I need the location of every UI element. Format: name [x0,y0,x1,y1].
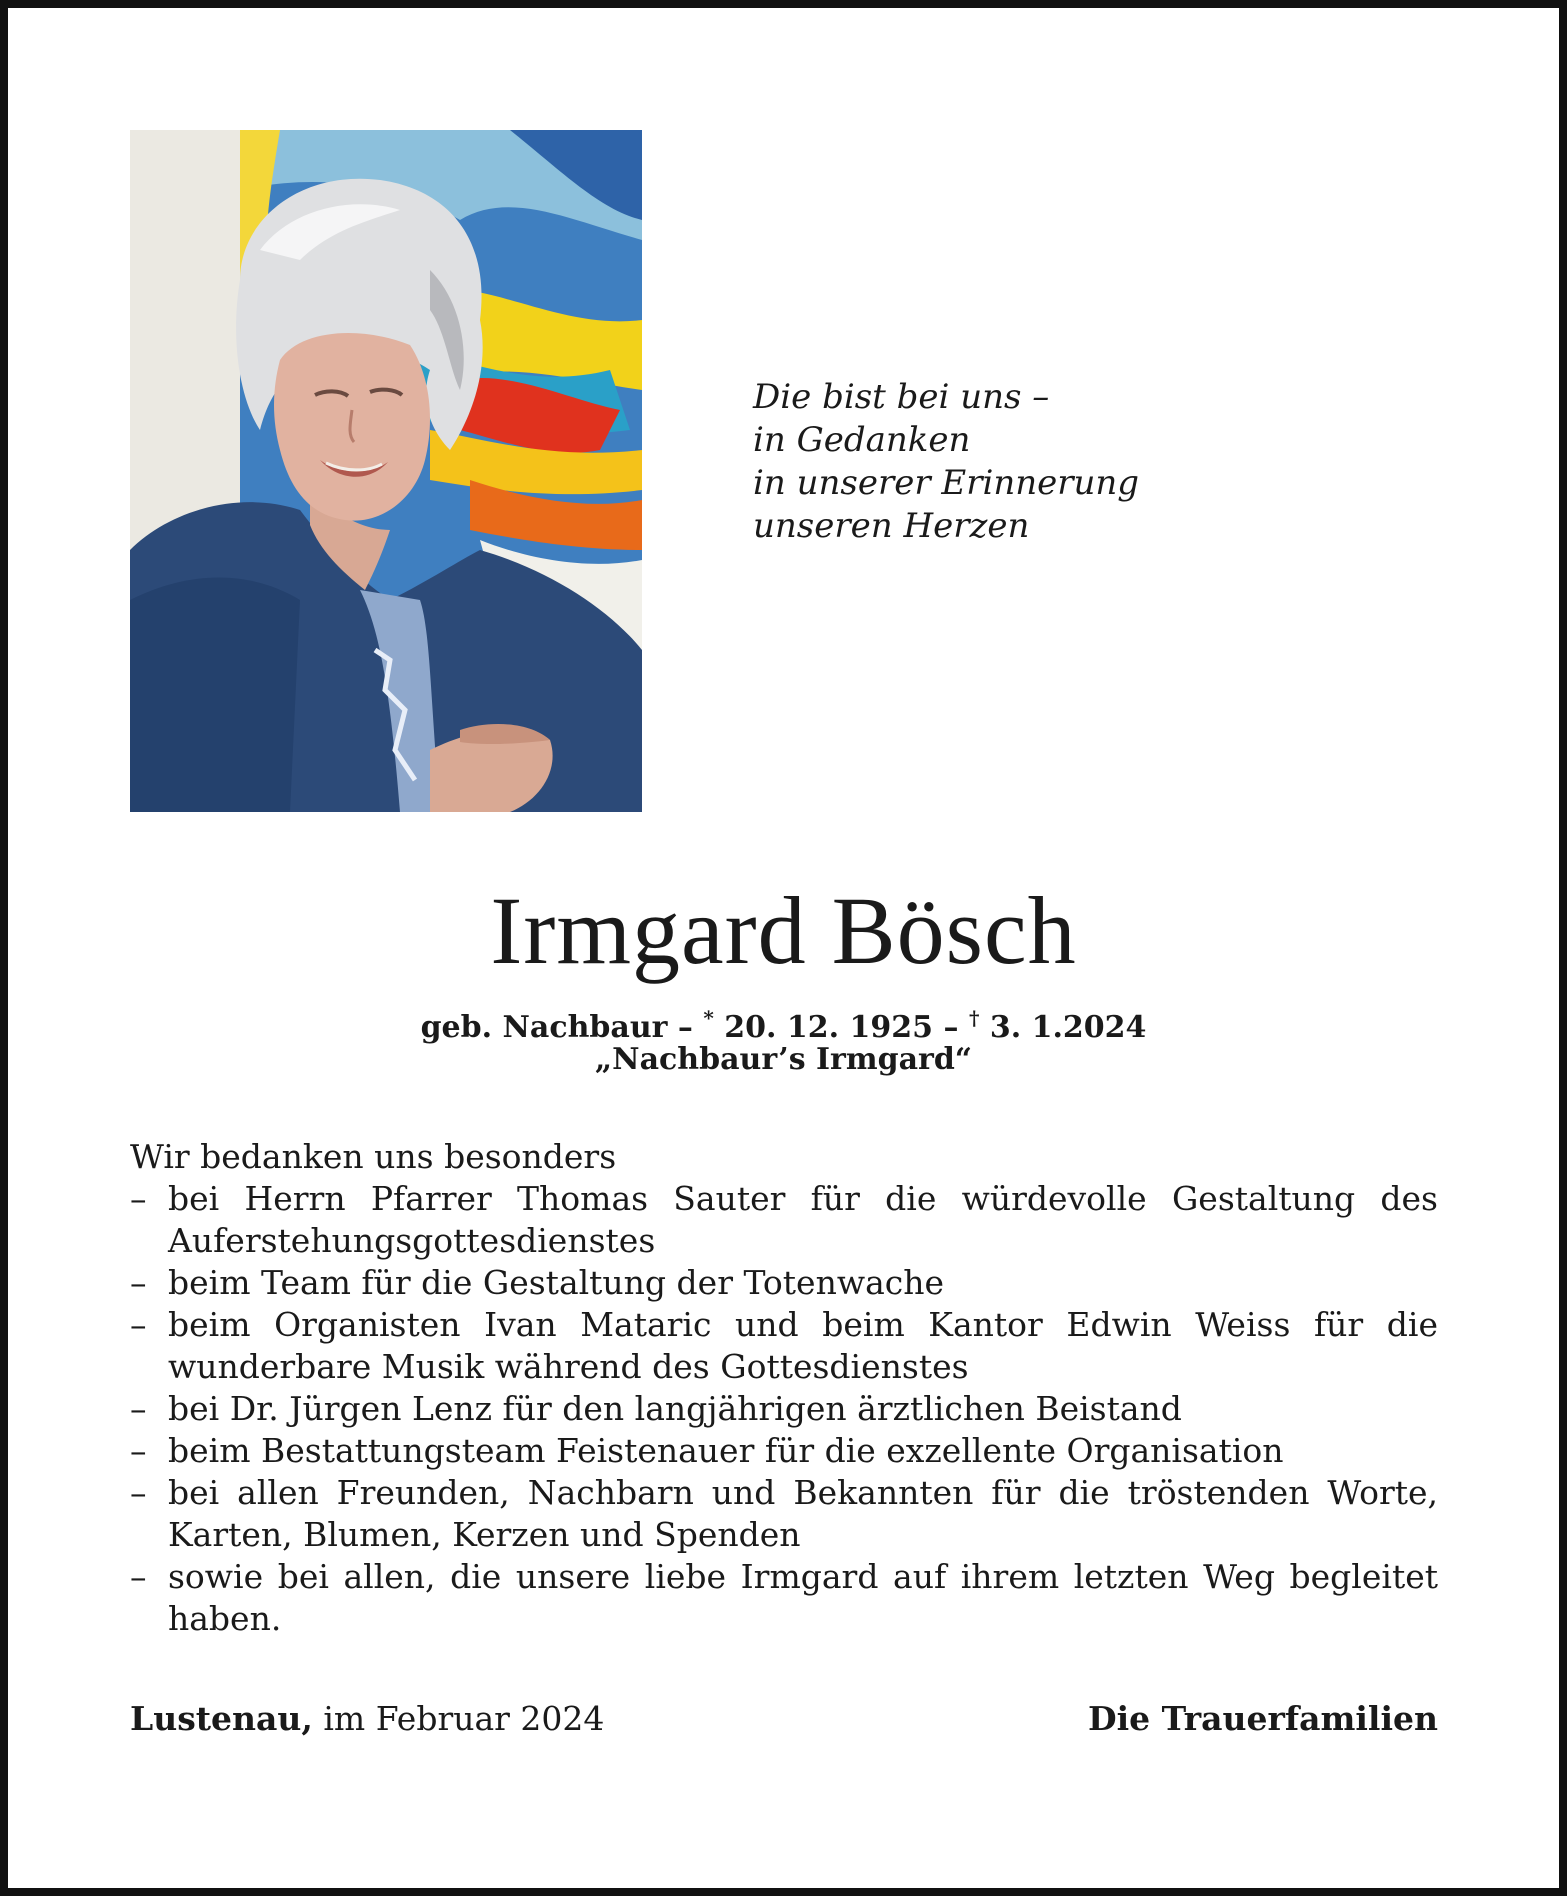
dash-bullet: – [130,1473,147,1512]
poem-line: unseren Herzen [753,506,1030,546]
birth-date: 20. 12. 1925 – [713,1010,969,1045]
deceased-name: Irmgard Bösch [490,877,1077,984]
list-item [130,1262,1438,1304]
poem-line: Die bist bei uns – [753,377,1050,417]
list-item [130,1304,1438,1388]
portrait-image [130,130,642,812]
place-date [130,1698,604,1740]
maiden-name: geb. Nachbaur – [420,1010,704,1045]
list-item-text: bei allen Freunden, Nachbarn und Bekannten für die tröstenden Worte, Karten, Blumen, Kerzen und Spenden [168,1473,1438,1554]
signature: Die Trauerfamilien [1087,1699,1438,1738]
list-item-text: sowie bei allen, die unsere liebe Irmgard auf ihrem letzten Weg begleitet haben. [168,1557,1438,1638]
poem-line: in Gedanken [753,420,971,460]
list-item-text: bei Dr. Jürgen Lenz für den langjährigen ärztlichen Beistand [168,1389,1182,1428]
list-item [130,1430,1438,1472]
death-date: 3. 1.2024 [979,1010,1147,1045]
list-item [130,1472,1438,1556]
thanks-list [130,1178,1438,1640]
dash-bullet: – [130,1389,147,1428]
place: Lustenau, [130,1699,313,1738]
list-item [130,1178,1438,1262]
date: im Februar 2024 [312,1699,605,1738]
dash-bullet: – [130,1431,147,1470]
dash-bullet: – [130,1305,147,1344]
thanks-section [130,1136,1438,1640]
nickname: „Nachbaur’s Irmgard“ [594,1042,973,1077]
list-item-text: beim Team für die Gestaltung der Totenwache [168,1263,945,1302]
list-item-text: beim Organisten Ivan Mataric und beim Kantor Edwin Weiss für die wunderbare Musik während des Gottesdienstes [168,1305,1438,1386]
portrait-photo [130,130,642,812]
death-symbol: † [968,1006,980,1030]
dash-bullet: – [130,1263,147,1302]
obituary-page [8,8,1559,1888]
thanks-intro: Wir bedanken uns besonders [130,1137,617,1176]
dash-bullet: – [130,1557,147,1596]
list-item-text: beim Bestattungsteam Feistenauer für die exzellente Organisation [168,1431,1284,1470]
birth-symbol: * [703,1006,714,1030]
dash-bullet: – [130,1179,147,1218]
poem-line: in unserer Erinnerung [753,463,1140,503]
list-item [130,1556,1438,1640]
list-item-text: bei Herrn Pfarrer Thomas Sauter für die würdevolle Gestaltung des Auferstehungsgottesdienstes [168,1179,1438,1260]
list-item [130,1388,1438,1430]
memorial-poem [753,376,1139,548]
